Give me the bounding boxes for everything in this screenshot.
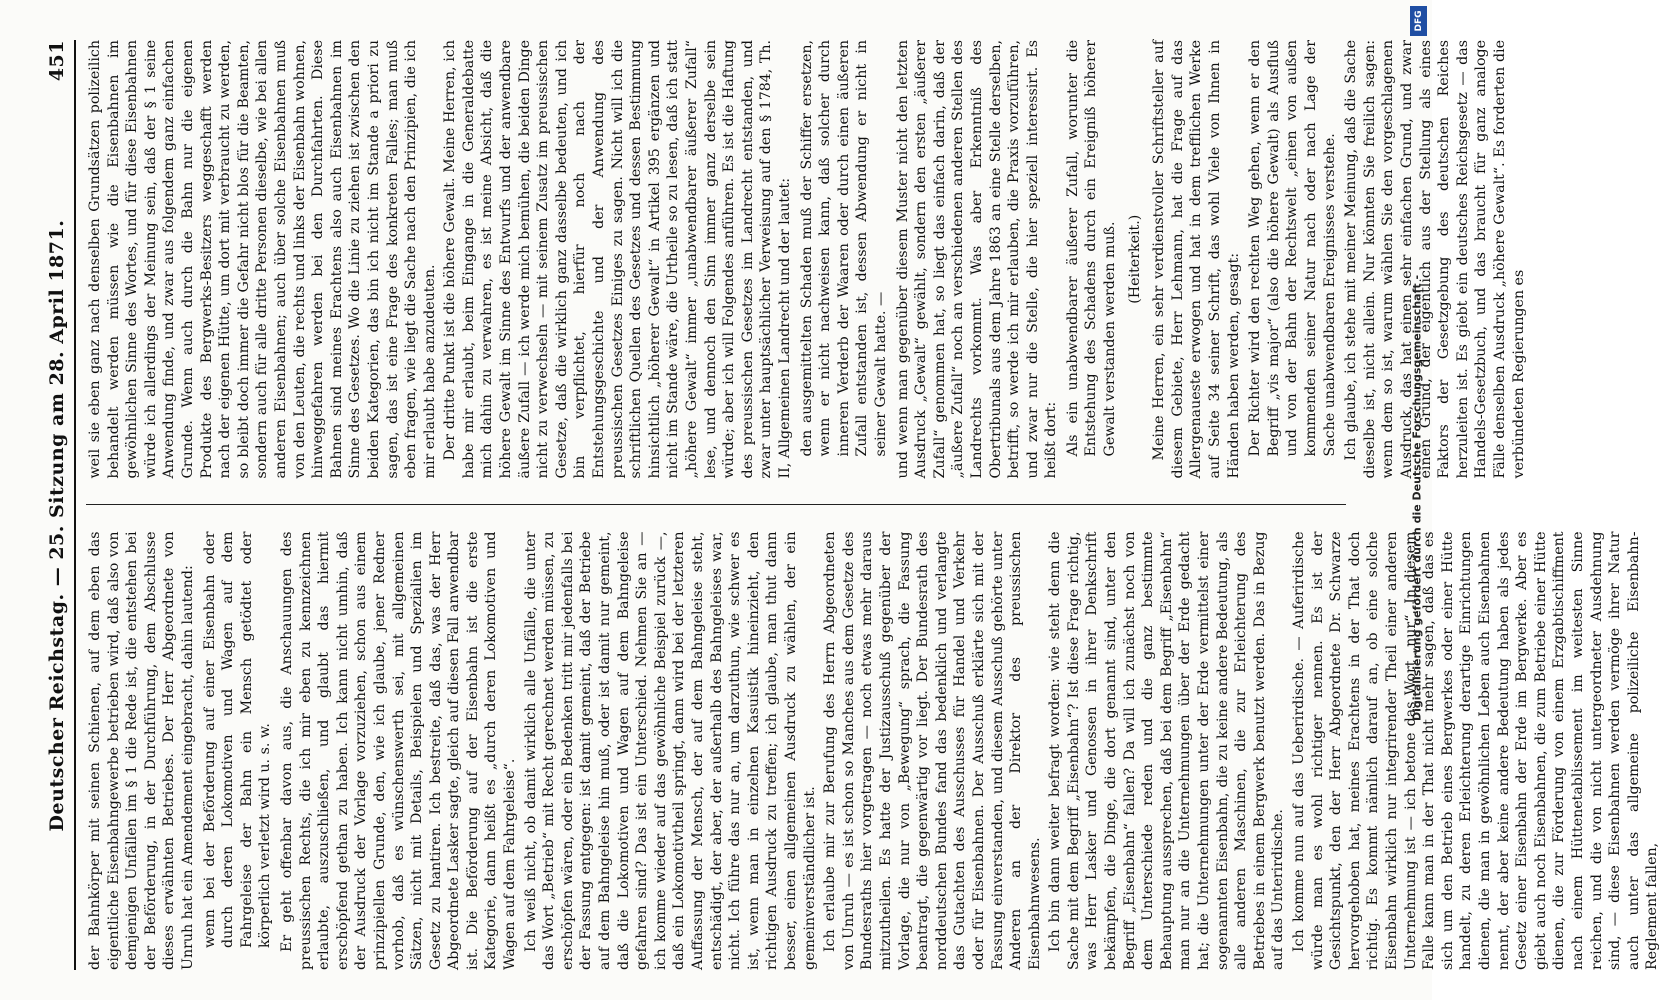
paragraph: weil sie eben ganz nach denselben Grundsätzen polizeilich behandelt werden müssen wie die Eisenbahnen im gewöhnlichen Sinne des Wortes, und für diese Eisenbahnen würde ich allerdings der Meinung sein, daß der § 1 seine Anwendung finde, und zwar aus folgendem ganz einfachen Grunde. Wenn auch durch die Bahn nur die eigenen Produkte des Bergwerks-Besitzers weggeschafft werden nach der eigenen Hütte, um dort mit verbraucht zu werden, so bleibt doch immer die Gefahr nicht blos für die Beamten, sondern auch für alle dritte Personen dieselbe, wie bei allen anderen Eisenbahnen; auch über solche Eisenbahnen muß von den Leuten, die rechts und links der Eisenbahn wohnen, hinweggefahren werden bei den Durchfahrten. Diese Bahnen sind meines Erachtens also auch Eisenbahnen im Sinne des Gesetzes. Wo die Linie zu ziehen ist zwischen den beiden Kategorien, das bin ich nicht im Stande a priori zu sagen, das ist eine Frage des konkreten Falles; man muß eben fragen, wie liegt die Sache nach den Prinzipien, die ich mir erlaubt habe anzudeuten. [87,40,438,479]
paragraph: der Bahnkörper mit seinen Schienen, auf dem eben das eigentliche Eisenbahngewerbe betrieben wird, daß also von demjenigen Unfällen im § 1 die Rede ist, die entstehen bei der Beförderung, in der Durchführung, dem Abschlusse dieses erwähnten Betriebes. Der Herr Abgeordnete von Unruh hat ein Amendement eingebracht, dahin lautend: [87,531,196,970]
quote-paragraph: den ausgemittelten Schaden muß der Schiffer ersetzen, wenn er nicht nachweisen kann, daß solcher durch inneren Verderb der Waaren oder durch einen äußeren Zufall entstanden ist, dessen Abwendung er nicht in seiner Gewalt hatte. — [798,40,889,457]
paragraph: Er geht offenbar davon aus, die Anschauungen des preussischen Rechts, die ich mir eben zu kennzeichnen erlaubte, auszuschließen, und glaubt das hiermit erschöpfend gethan zu haben. Ich kann nicht umhin, daß der Ausdruck der Vorlage vorzuziehen, schon aus einem prinzipiellen Grunde, den, wie ich glaube, jener Redner vorhob, daß es wünschenswerth sei, mit allgemeinen Sätzen, nicht mit Details, Beispielen und Spezialien im Gesetz zu hantiren. Ich bestreite, daß das, was der Herr Abgeordnete Lasker sagte, gleich auf diesen Fall anwendbar ist. Die Beförderung auf der Eisenbahn ist die erste Kategorie, dann heißt es „durch deren Lokomotiven und Wagen auf dem Fahrgeleise“. [278,531,519,970]
dfg-logo-text: DFG [1413,10,1424,32]
right-column [86,40,1527,479]
page-header [46,40,76,970]
running-title: Deutscher Reichstag. — 25. Sitzung am 28. April 1871. [46,219,68,832]
page-number: 451 [46,40,68,82]
digitization-credit [1404,8,1430,988]
paragraph: Ich glaube, ich stehe mit meiner Meinung, daß die Sache dieselbe ist, nicht allein. Nur könnten Sie freilich sagen: wenn dem so ist, warum wählen Sie den vorgeschlagenen Ausdruck, das hat einen sehr einfachen Grund, und zwar einen Grund, der eigentlich aus der Stellung als eines Faktors der Gesetzgebung des deutschen Reiches herzuleiten ist. Es giebt ein deutsches Reichsgesetz — das Handels-Gesetzbuch, und das braucht für ganz analoge Fälle denselben Ausdruck „höhere Gewalt“. Es forderten die verbündeten Regierungen es [1343,40,1527,479]
column-divider [86,505,1346,506]
paragraph: Meine Herren, ein sehr verdienstvoller Schriftsteller auf diesem Gebiete, Herr Lehmann, hat die Frage auf das Allergenaueste erwogen und hat in dem trefflichen Werke auf Seite 34 seiner Schrift, das wohl Viele von Ihnen in Händen haben werden, gesagt: [1151,40,1242,479]
paragraph: Ich komme nun auf das Ueberirdische. — Auferirdische würde man es wohl richtiger nennen. Es ist der Gesichtspunkt, den der Herr Abgeordnete Dr. Schwarze hervorgehoben hat, meines Erachtens in der That doch richtig. Es kommt nämlich darauf an, ob eine solche Eisenbahn wirklich nur integrirender Theil einer anderen Unternehmung ist — ich betone das Wort „nur“. In diesem Falle kann man in der That nicht mehr sagen, daß das es sich um den Betrieb eines Bergwerkes oder einer Hütte handelt, zu deren Erleichterung derartige Einrichtungen dienen, die man in gewöhnlichen Leben auch Eisenbahnen nennt, der aber keine andere Bedeutung haben als jedes Gesetz einer Eisenbahn der Erde im Bergwerke. Aber es giebt auch noch Eisenbahnen, die zum Betriebe einer Hütte dienen, die zur Förderung von einem Erzgabtischiffment nach einem Hüttenetablissement im weitesten Sinne reichen, und die von nicht untergeordneter Ausdehnung sind, — diese Eisenbahnen werden vermöge ihrer Natur auch unter das allgemeine polizeiliche Eisenbahn-Reglement fallen, [1291,531,1661,970]
left-column [86,531,1661,971]
credit-text: Digitalisierung gefördert durch die Deutsche Forschungsgemeinschaft - [1410,274,1424,722]
paragraph: und wenn man gegenüber diesem Muster nicht den letzten Ausdruck „Gewalt“ gewählt, sondern den ersten „äußerer Zufall“ genommen hat, so liegt das einfach darin, daß der „äußere Zufall“ noch an verschiedenen anderen Stellen des Landrechts vorkommt. Was aber Erkenntniß des Obertribunals aus dem Jahre 1863 an eine Stelle derselben, betrifft, so werde ich mir erlauben, die Praxis vorzuführen, und zwar nur die Stelle, die hier speziell interessirt. Es heißt dort: [894,40,1060,479]
stage-direction: (Heiterkeit.) [1126,214,1143,304]
paragraph: Ich erlaube mir zur Berufung des Herrn Abgeordneten von Unruh — es ist schon so Manches aus dem Gesetze des Bundesraths hier vorgetragen — noch etwas mehr daraus mitzutheilen. Es hatte der Justizausschuß gegenüber der Vorlage, die nur von „Bewegung“ sprach, die Fassung beantragt, die gegenwärtig vor liegt. Der Bundesrath des norddeutschen Bundes fand das bedenklich und verlangte das Gutachten des Ausschusses für Handel und Verkehr oder für Eisenbahnen. Der Ausschuß erklärte sich mit der Fassung einverstanden, und diesem Ausschuß gehörte unter Anderen an der Direktor des preussischen Eisenbahnwesens. [822,531,1043,970]
quote-paragraph: Als ein unabwendbarer äußerer Zufall, worunter die Entstehung des Schadens durch ein Ereigniß höherer Gewalt verstanden werden muß. [1064,40,1119,457]
quote-paragraph: wenn bei der Beförderung auf einer Eisenbahn oder durch deren Lokomotiven und Wagen auf dem Fahrgeleise der Bahn ein Mensch getödtet oder körperlich verletzt wird u. s. w. [201,531,274,948]
dfg-logo [1410,6,1427,36]
paragraph: Der dritte Punkt ist die höhere Gewalt. Meine Herren, ich habe mir erlaubt, beim Eingange in die Generaldebatte mich dahin zu verwahren, es ist meine Absicht, daß die höhere Gewalt im Sinne des Entwurfs und der anwendbare äußere Zufall — ich werde mich bemühen, die beiden Dinge nicht zu verwechseln — mit seinem Zusatz im preussischen Gesetze, daß die wirklich ganz dasselbe bedeuten, und ich bin verpflichtet, hierfür noch nach der Entstehungsgeschichte und der Anwendung des preussischen Gesetzes Einiges zu sagen. Nicht will ich die schriftlichen Quellen des Gesetzes und dessen Bestimmung hinsichtlich „höherer Gewalt“ in Artikel 395 ergänzen und nicht im Stande wäre, die Urtheile so zu lesen, daß ich statt „höhere Gewalt“ immer „unabwendbarer äußerer Zufall“ lese, und dennoch den Sinn immer ganz derselbe sein würde; aber ich will Folgendes anführen. Es ist die Haftung des preussischen Gesetzes im Landrecht entstanden, und zwar unter hauptsächlicher Verweisung auf den § 1784, Th. II, Allgemeinen Landrecht und der lautet: [442,40,793,479]
paragraph: Ich bin dann weiter befragt worden: wie steht denn die Sache mit dem Begriff „Eisenbahn“? Ist diese Frage richtig, was Herr Lasker und Genossen in ihrer Denkschrift bekämpfen, die Dinge, die dort genannt sind, unter den Begriff „Eisenbahn“ fallen? Da will ich zunächst noch von dem Unterschiede reden und die ganz bestimmte Behauptung aussprechen, daß bei dem Begriff „Eisenbahn“ man nur an die Unternehmungen über der Erde gedacht hat; die Unternehmungen unter der Erde vermittelst einer sogenannten Eisenbahn, die zu keine andere Bedeutung, als alle anderen Maschinen, die zur Erleichterung des Betriebes in einem Bergwerk benutzt werden. Das in Bezug auf das Unterirdische. [1047,531,1287,970]
quote-paragraph: Der Richter wird den rechten Weg gehen, wenn er den Begriff „vis major“ (also die höhere Gewalt) als Ausfluß und von der Bahn der Rechtswelt „einen von außen kommenden seiner Natur nach oder nach Lage der Sache unabwendbaren Ereignisses verstehe. [1247,40,1338,457]
paragraph: Ich weiß nicht, ob damit wirklich alle Unfälle, die unter das Wort „Betrieb“ mit Recht gerechnet werden müssen, zu erschöpfen wären, oder ein Bedenken tritt mir jedenfalls bei der Fassung entgegen: ist damit gemeint, daß der Betriebe auf dem Bahngeleise hin muß, oder ist damit nur gemeint, daß die Lokomotiven und Wagen auf dem Bahngeleise gefahren sind? Das ist ein Unterschied. Nehmen Sie an — ich komme wieder auf das gewöhnliche Beispiel zurück —, daß ein Lokomotivtheil springt, dann wird bei der letzteren Auffassung der Mensch, der auf dem Bahngeleise steht, entschädigt, der aber, der außerhalb des Bahngeleises war, nicht. Ich führe das nur an, um darzuthun, wie schwer es ist, wenn man in einzelnen Kasuistik hineinzieht, den richtigen Ausdruck zu treffen; ich glaube, man thut dann besser, einen allgemeinen Ausdruck zu wählen, der ein gemeinverständlicher ist. [522,531,818,970]
